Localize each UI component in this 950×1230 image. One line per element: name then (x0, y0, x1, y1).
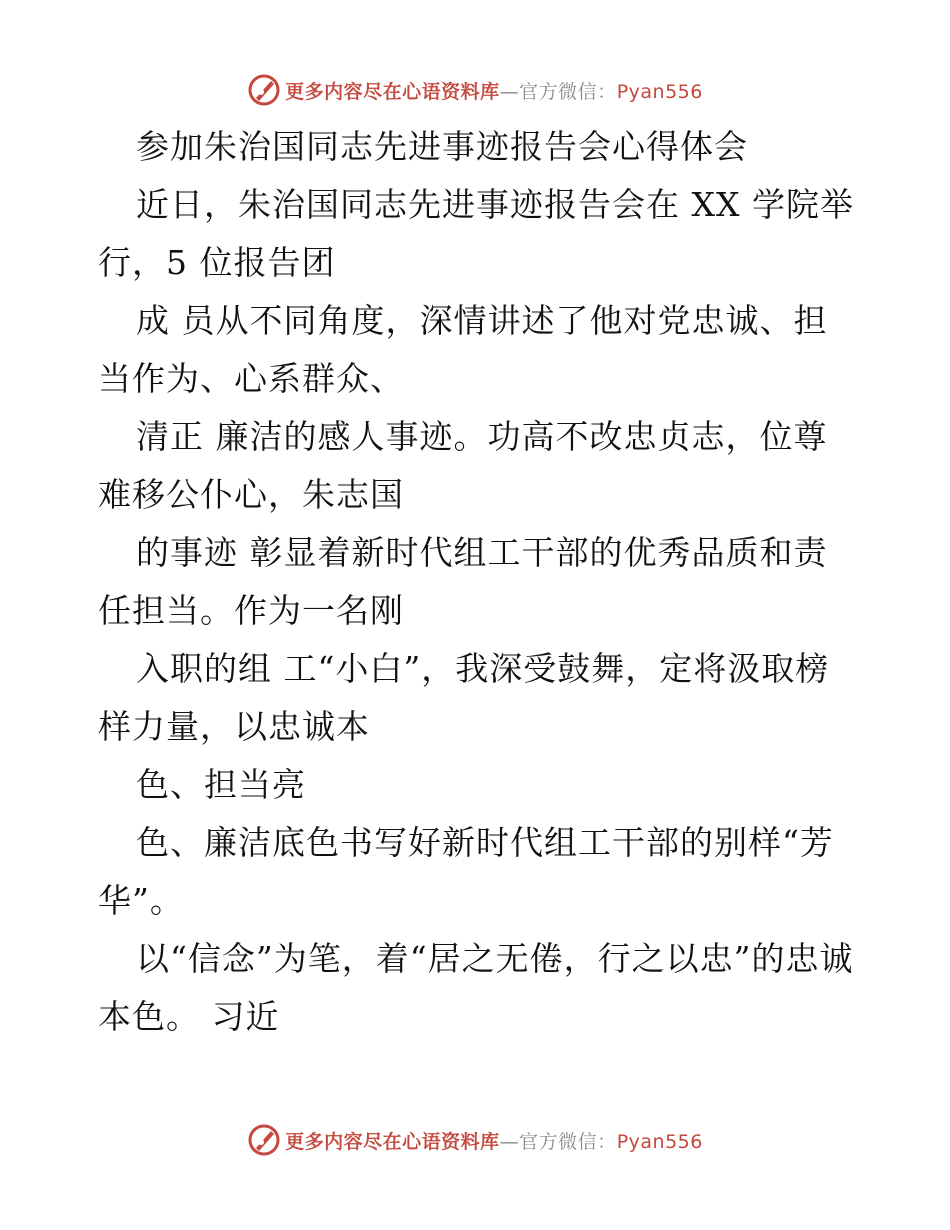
banner-wechat-label: 官方微信： (519, 1130, 617, 1153)
pen-logo-icon (247, 1123, 281, 1157)
banner-wechat-id: Pyan556 (616, 1130, 703, 1153)
banner-wechat-id: Pyan556 (616, 80, 703, 103)
paragraph: 成 员从不同角度，深情讲述了他对党忠诚、担当作为、心系群众、 (98, 301, 828, 398)
document-body (98, 118, 858, 1046)
document-title: 参加朱治国同志先进事迹报告会心得体会 (136, 127, 748, 166)
banner-separator: — (499, 80, 520, 103)
paragraph: 近日，朱治国同志先进事迹报告会在 XX 学院举行，5 位报告团 (98, 185, 854, 282)
paragraph: 清正 廉洁的感人事迹。功高不改忠贞志，位尊难移公仆心，朱志国 (98, 417, 828, 514)
paragraph: 以“信念”为笔，着“居之无倦，行之以忠”的忠诚本色。 习近 (98, 939, 854, 1036)
paragraph: 色、廉洁底色书写好新时代组工干部的别样“芳华”。 (98, 823, 834, 920)
banner-separator: — (499, 1130, 520, 1153)
paragraph: 入职的组 工“小白”，我深受鼓舞，定将汲取榜样力量，以忠诚本 (98, 649, 830, 746)
header-banner (0, 70, 950, 110)
paragraph: 色、担当亮 (136, 765, 306, 804)
footer-banner (0, 1120, 950, 1160)
pen-logo-icon (247, 73, 281, 107)
banner-site-name: 更多内容尽在心语资料库 (285, 1130, 500, 1153)
banner-wechat-label: 官方微信： (519, 80, 617, 103)
paragraph: 的事迹 彰显着新时代组工干部的优秀品质和责任担当。作为一名刚 (98, 533, 828, 630)
banner-site-name: 更多内容尽在心语资料库 (285, 80, 500, 103)
